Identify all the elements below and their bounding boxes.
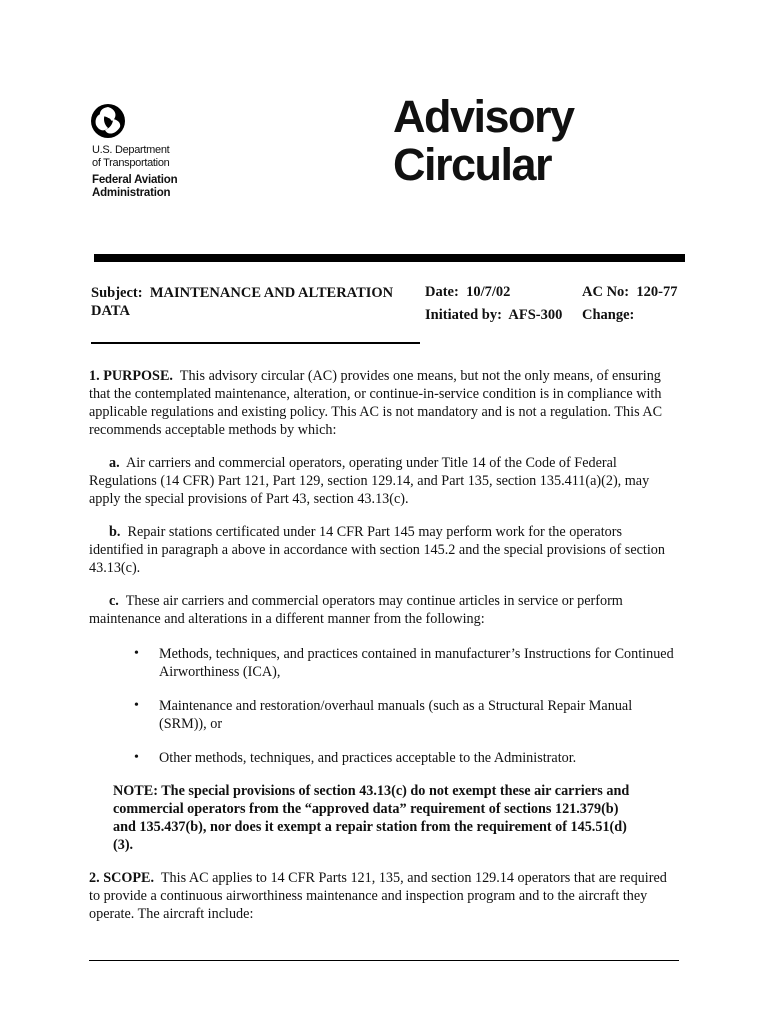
subject-underline (91, 342, 420, 344)
agency-line2: Administration (92, 187, 171, 199)
footer-divider (89, 960, 679, 961)
bullet-icon: • (134, 646, 139, 661)
paragraph-b-label: b. (109, 524, 121, 540)
document-title (393, 93, 574, 189)
purpose-heading: 1. PURPOSE. (89, 368, 173, 384)
scope-heading: 2. SCOPE. (89, 870, 155, 886)
scope-paragraph (89, 869, 679, 923)
subject-value: MAINTENANCE AND ALTERATION (149, 285, 394, 301)
paragraph-c-text: These air carriers and commercial operators may continue articles in service or perform maintenance and alterations in a different manner from the following: (89, 593, 623, 627)
subject-value-cont: DATA (91, 303, 130, 319)
dept-line1: U.S. Department (92, 144, 170, 156)
title-line1: Advisory (393, 91, 574, 142)
department-block (92, 144, 177, 200)
subject-field (91, 284, 416, 320)
paragraph-c (89, 592, 679, 628)
bullet-icon: • (134, 698, 139, 713)
dot-triskelion-icon (90, 103, 126, 139)
paragraph-a-text: Air carriers and commercial operators, operating under Title 14 of the Code of Federal Regulations (14 CFR) Part 121, Part 129, section 129.14, and Part 135, section 135.411(a)(2), may apply the special provisions of Part 43, section 43.13(c). (89, 455, 650, 507)
date-value: 10/7/02 (466, 284, 511, 300)
ac-number-field (582, 284, 677, 301)
purpose-paragraph (89, 367, 679, 439)
paragraph-c-label: c. (109, 593, 119, 609)
date-field (425, 284, 510, 301)
acno-label: AC No: (582, 284, 630, 300)
scope-text: This AC applies to 14 CFR Parts 121, 135, and section 129.14 operators that are required to provide a continuous airworthiness maintenance and inspection program and to the aircraft they operate. The aircraft include: (89, 870, 667, 922)
purpose-text: This advisory circular (AC) provides one means, but not the only means, of ensuring that the contemplated maintenance, alteration, or continue-in-service condition is in compliance with applicable regulations and existing policy. This AC is not mandatory and is not a regulation. This AC recommends acceptable methods by which: (89, 368, 663, 438)
list-item: Other methods, techniques, and practices acceptable to the Administrator. (159, 750, 577, 766)
initiated-value: AFS-300 (508, 307, 563, 323)
bullet-icon: • (134, 750, 139, 765)
header-divider (94, 254, 685, 262)
dot-logo (90, 103, 126, 144)
paragraph-a-label: a. (109, 455, 120, 471)
paragraph-b-text: Repair stations certificated under 14 CFR Part 145 may perform work for the operators identified in paragraph a above in accordance with section 145.2 and the special provisions of section 43.13(c). (89, 524, 665, 576)
dept-line2: of Transportation (92, 157, 170, 169)
change-label: Change: (582, 307, 635, 323)
initiated-field (425, 307, 562, 324)
date-label: Date: (425, 284, 459, 300)
note-block: NOTE: The special provisions of section 43.13(c) do not exempt these air carriers and commercial operators from the “approved data” requirement of sections 121.379(b) and 135.437(b), nor does it exempt a repair station from the requirement of 145.51(d)(3). (113, 783, 630, 853)
initiated-label: Initiated by: (425, 307, 502, 323)
list-item: Maintenance and restoration/overhaul manuals (such as a Structural Repair Manual (SRM)), or (159, 698, 633, 732)
change-field (582, 307, 634, 324)
paragraph-b (89, 523, 679, 577)
paragraph-a (89, 454, 679, 508)
title-line2: Circular (393, 139, 552, 190)
agency-line1: Federal Aviation (92, 174, 178, 186)
subject-label: Subject: (91, 285, 143, 301)
acno-value: 120-77 (636, 284, 678, 300)
list-item: Methods, techniques, and practices contained in manufacturer’s Instructions for Continued Airworthiness (ICA), (159, 646, 674, 680)
